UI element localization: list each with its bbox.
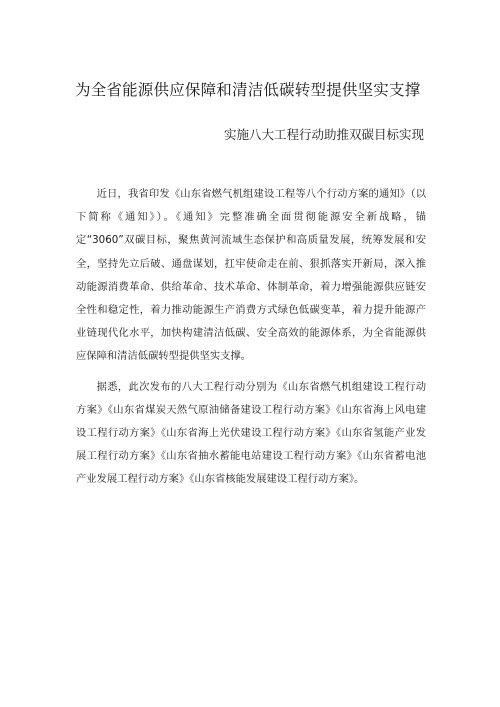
paragraph: 据悉，此次发布的八大工程行动分别为《山东省燃气机组建设工程行动方案》《山东省煤炭天然气原油储备建设工程行动方案》《山东省海上风电建设工程行动方案》《山东省海上光伏建设工程行动方案》《山东省氢能产业发展工程行动方案》《山东省抽水蓄能电站建设工程行动方案》《山东省蓄电池产业发展工程行动方案》《山东省核能发展建设工程行动方案》。 (76, 380, 426, 486)
page-subtitle: 实施八大工程行动助推双碳目标实现 (223, 127, 424, 142)
article-body (76, 183, 426, 499)
paragraph: 近日，我省印发《山东省燃气机组建设工程等八个行动方案的通知》（以下简称《通知》）。《通知》完整准确全面贯彻能源安全新战略，锚定“3060”双碳目标，聚焦黄河流域生态保护和高质量发展，统筹发展和安全，坚持先立后破、通盘谋划，扛牢使命走在前、狠抓落实开新局，深入推动能源消费革命、供给革命、技术革命、体制革命，着力增强能源供应链安全性和稳定性，着力推动能源生产消费方式绿色低碳变革，着力提升能源产业链现代化水平，加快构建清洁低碳、安全高效的能源体系，为全省能源供应保障和清洁低碳转型提供坚实支撑。 (76, 188, 426, 363)
page-title: 为全省能源供应保障和清洁低碳转型提供坚实支撑 (75, 81, 421, 99)
